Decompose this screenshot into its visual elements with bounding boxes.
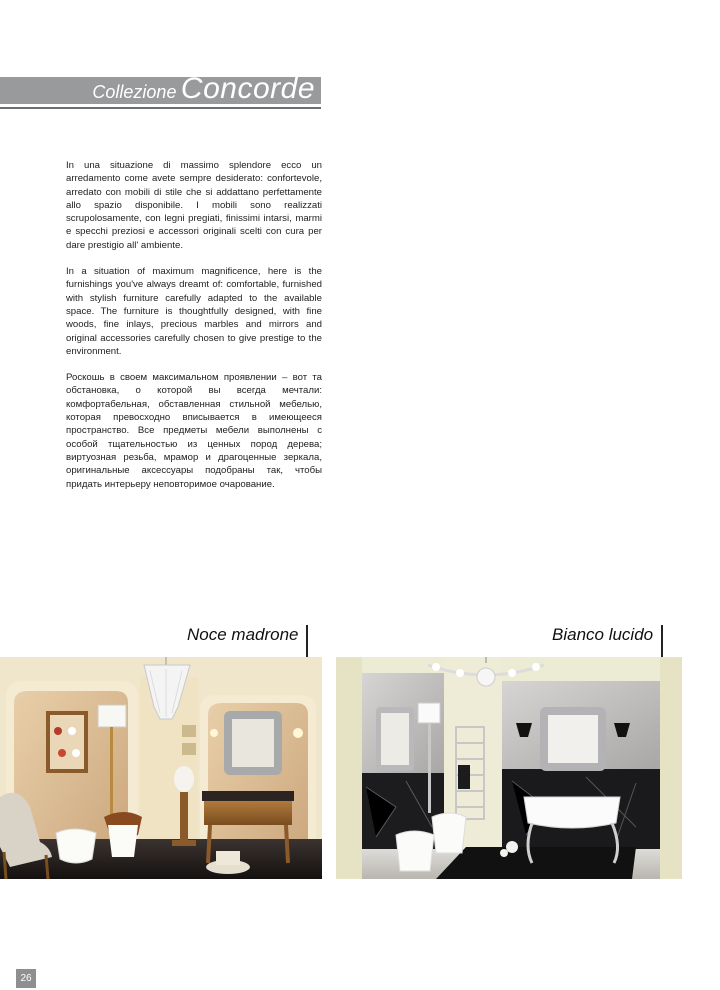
paragraph-italian: In una situazione di massimo splendore ecco un arredamento come avete sempre desiderato: confortevole, arredato con mobili di stile che si addattano perfettamente allo spazio disponibile. I mobili sono realizzati scrupolosamente, con legni pregiati, finissimi intarsi, marmi e specchi preziosi e accessori originali scelti con cura per dare prestigio all' ambiente. [66,160,322,251]
paragraph-russian: Роскошь в своем максимальном проявлении – вот та обстановка, о которой вы всегда мечтали: комфортабельная, обставленная стильной мебелью, которая превосходно вписывается в имеющееся пространство. Все предметы мебели выполнены с особой тщательностью из ценных пород дерева; виртуозная резьба, мрамор и драгоценные зеркала, оригинальные аксессуары подобраны так, чтобы придать интерьеру неповторимое очарование. [66,372,322,490]
title-underline [0,107,321,109]
page-number: 26 [16,969,36,988]
caption-bianco-lucido: Bianco lucido [552,625,654,644]
photo-noce-madrone-bathroom [0,657,322,879]
caption-noce-madrone: Noce madrone [187,625,299,644]
collection-title-bar [0,72,321,105]
title-collection-name: Concorde [180,72,315,105]
title-prefix: Collezione [92,82,177,102]
photo-bianco-lucido-bathroom [336,657,682,879]
collection-title [92,72,315,106]
paragraph-english: In a situation of maximum magnificence, here is the furnishings you've always dreamt of: comfortable, furnished with stylish furniture carefully adapted to the available space. The furniture is thoughtfully designed, with fine woods, fine inlays, precious marbles and mirrors and original accessories carefully chosen to give prestige to the environment. [66,266,322,357]
description-column [66,159,322,504]
